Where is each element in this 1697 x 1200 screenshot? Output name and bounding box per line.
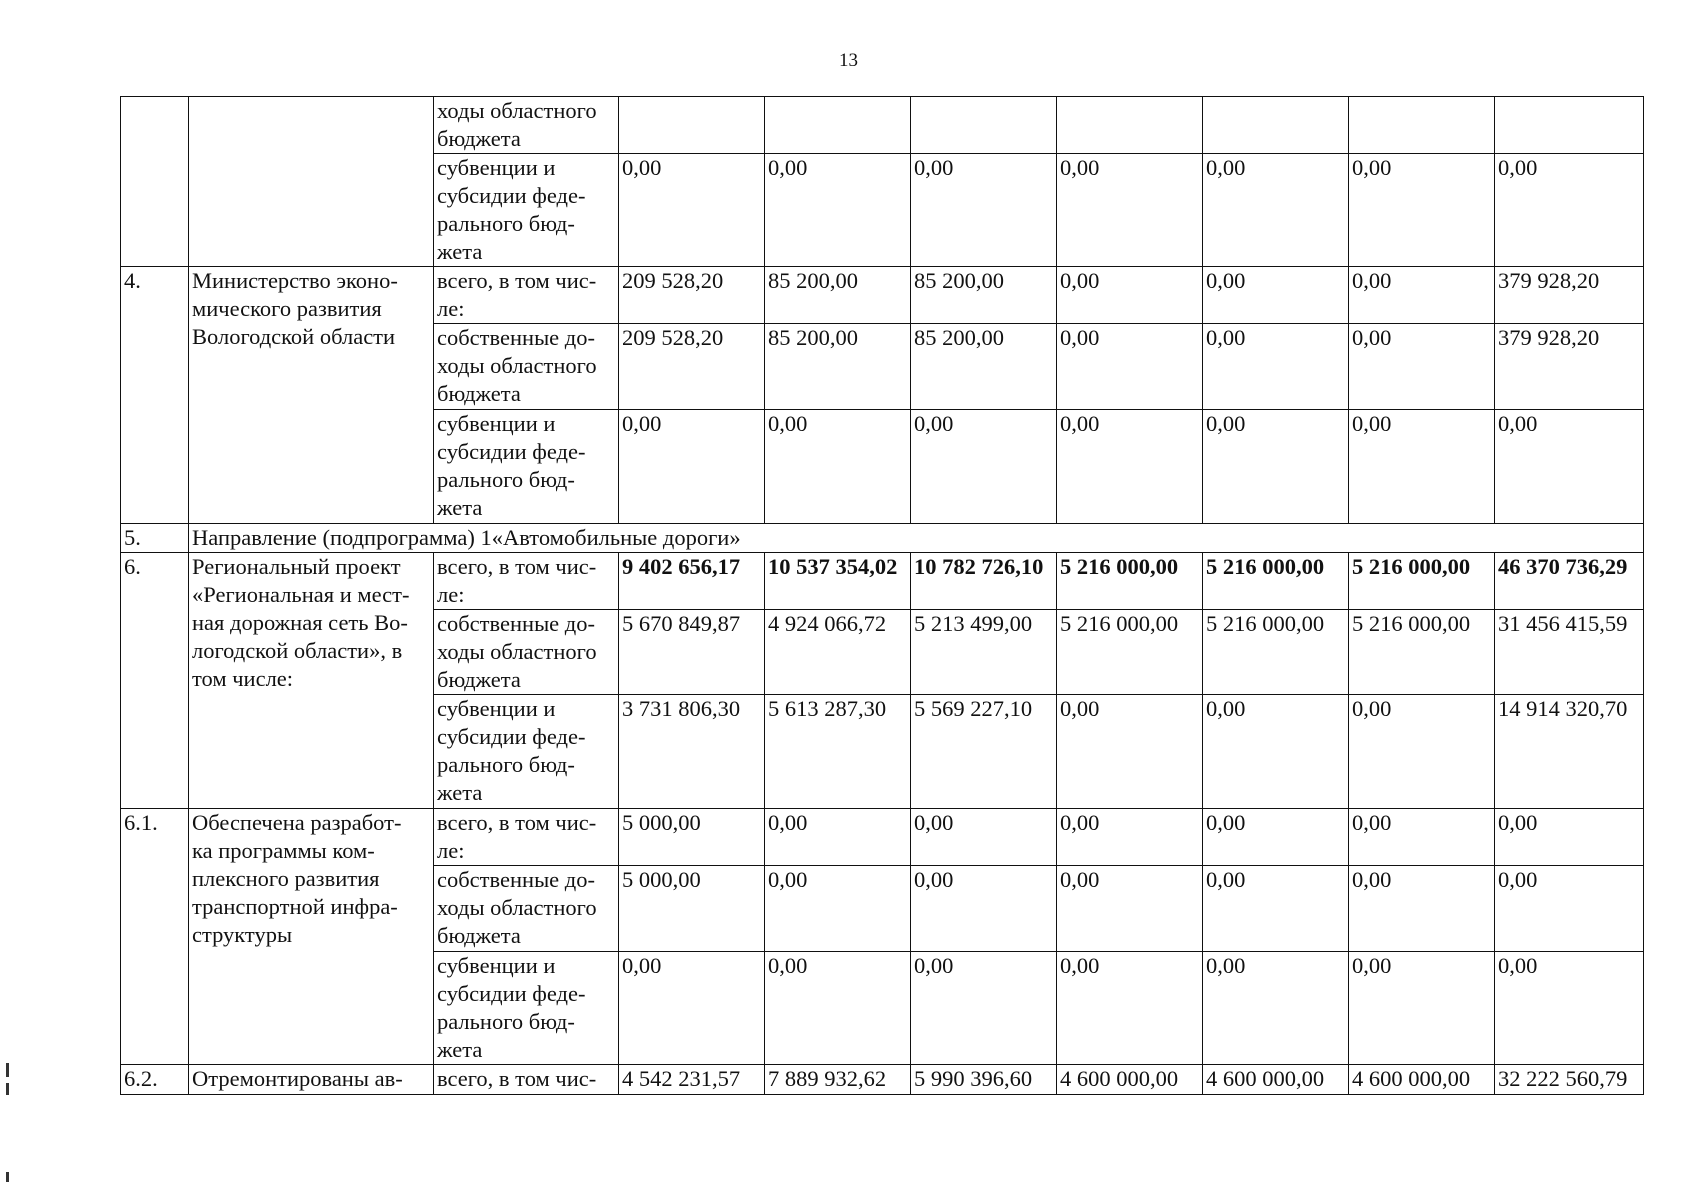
total-cell: 379 928,20 [1495,267,1644,324]
value-cell: 0,00 [619,154,765,267]
scan-edge-mark [6,1083,9,1095]
value-cell: 4 924 066,72 [765,610,911,695]
value-cell [1057,97,1203,154]
row-number-cell: 6.2. [121,1065,189,1095]
value-cell: 0,00 [1057,695,1203,809]
value-cell: 0,00 [1203,695,1349,809]
value-cell: 0,00 [1057,952,1203,1065]
value-cell: 0,00 [1349,410,1495,524]
value-cell: 85 200,00 [911,324,1057,410]
value-cell: 4 600 000,00 [1057,1065,1203,1095]
funding-source-cell: собственные до- ходы областного бюджета [434,866,619,952]
value-cell [911,97,1057,154]
budget-table [120,96,1644,1095]
section-row [121,524,1644,553]
value-cell: 0,00 [1349,154,1495,267]
value-cell: 9 402 656,17 [619,553,765,610]
page-number: 13 [839,50,858,71]
value-cell: 3 731 806,30 [619,695,765,809]
value-cell: 5 216 000,00 [1203,610,1349,695]
table-row [121,1065,1644,1095]
row-number-cell: 6.1. [121,809,189,1065]
row-name-cell: Отремонтированы ав- [189,1065,434,1095]
row-name-cell [189,97,434,267]
value-cell: 5 000,00 [619,866,765,952]
value-cell: 0,00 [1057,866,1203,952]
value-cell: 0,00 [765,154,911,267]
value-cell: 0,00 [1203,866,1349,952]
value-cell: 5 216 000,00 [1349,610,1495,695]
value-cell: 0,00 [911,866,1057,952]
funding-source-cell: всего, в том чис- [434,1065,619,1095]
value-cell: 0,00 [1203,952,1349,1065]
funding-source-cell: субвенции и субсидии феде- рального бюд- жета [434,952,619,1065]
value-cell: 0,00 [765,809,911,866]
value-cell: 5 569 227,10 [911,695,1057,809]
value-cell: 0,00 [765,410,911,524]
value-cell: 5 216 000,00 [1203,553,1349,610]
value-cell: 0,00 [1203,809,1349,866]
total-cell: 32 222 560,79 [1495,1065,1644,1095]
funding-source-cell: всего, в том чис- ле: [434,267,619,324]
value-cell: 5 613 287,30 [765,695,911,809]
value-cell: 5 216 000,00 [1349,553,1495,610]
value-cell: 5 000,00 [619,809,765,866]
value-cell: 0,00 [911,952,1057,1065]
total-cell [1495,97,1644,154]
value-cell: 0,00 [765,866,911,952]
value-cell: 0,00 [1349,952,1495,1065]
funding-source-cell: собственные до- ходы областного бюджета [434,324,619,410]
value-cell: 0,00 [911,154,1057,267]
funding-source-cell: собственные до- ходы областного бюджета [434,610,619,695]
value-cell: 0,00 [1203,324,1349,410]
total-cell: 31 456 415,59 [1495,610,1644,695]
value-cell: 0,00 [1203,267,1349,324]
value-cell: 0,00 [1349,267,1495,324]
value-cell: 209 528,20 [619,324,765,410]
value-cell: 0,00 [1349,695,1495,809]
scan-edge-mark [6,1172,9,1182]
row-name-cell: Обеспечена разработ- ка программы ком- плексного развития транспортной инфра- структуры [189,809,434,1065]
funding-source-cell: всего, в том чис- ле: [434,553,619,610]
value-cell: 4 600 000,00 [1203,1065,1349,1095]
value-cell: 4 600 000,00 [1349,1065,1495,1095]
total-cell: 46 370 736,29 [1495,553,1644,610]
value-cell: 10 782 726,10 [911,553,1057,610]
value-cell: 7 889 932,62 [765,1065,911,1095]
section-heading: Направление (подпрограмма) 1«Автомобильные дороги» [189,524,1644,553]
value-cell [619,97,765,154]
funding-source-cell: ходы областного бюджета [434,97,619,154]
value-cell: 5 216 000,00 [1057,610,1203,695]
total-cell: 0,00 [1495,154,1644,267]
total-cell: 0,00 [1495,952,1644,1065]
row-number-cell: 5. [121,524,189,553]
value-cell: 0,00 [1057,410,1203,524]
total-cell: 379 928,20 [1495,324,1644,410]
funding-source-cell: субвенции и субсидии феде- рального бюд- жета [434,154,619,267]
row-number-cell: 6. [121,553,189,809]
value-cell: 5 670 849,87 [619,610,765,695]
total-cell: 0,00 [1495,809,1644,866]
funding-source-cell: всего, в том чис- ле: [434,809,619,866]
value-cell: 0,00 [1203,410,1349,524]
table-row [121,553,1644,610]
value-cell: 5 990 396,60 [911,1065,1057,1095]
scan-edge-mark [6,1063,9,1077]
value-cell: 0,00 [911,410,1057,524]
value-cell: 0,00 [1349,866,1495,952]
value-cell: 0,00 [619,952,765,1065]
value-cell: 209 528,20 [619,267,765,324]
value-cell: 4 542 231,57 [619,1065,765,1095]
value-cell: 5 213 499,00 [911,610,1057,695]
value-cell: 0,00 [619,410,765,524]
value-cell: 0,00 [1349,809,1495,866]
value-cell: 0,00 [911,809,1057,866]
value-cell: 0,00 [1057,154,1203,267]
row-number-cell: 4. [121,267,189,524]
row-number-cell [121,97,189,267]
row-name-cell: Министерство эконо- мического развития Вологодской области [189,267,434,524]
value-cell: 5 216 000,00 [1057,553,1203,610]
value-cell [1349,97,1495,154]
value-cell: 0,00 [1057,267,1203,324]
table-row [121,267,1644,324]
value-cell: 0,00 [765,952,911,1065]
value-cell: 0,00 [1057,809,1203,866]
value-cell: 85 200,00 [765,267,911,324]
value-cell: 85 200,00 [765,324,911,410]
funding-source-cell: субвенции и субсидии феде- рального бюд- жета [434,410,619,524]
value-cell: 0,00 [1203,154,1349,267]
value-cell: 0,00 [1057,324,1203,410]
value-cell: 85 200,00 [911,267,1057,324]
value-cell [1203,97,1349,154]
value-cell: 10 537 354,02 [765,553,911,610]
table-row [121,97,1644,154]
total-cell: 14 914 320,70 [1495,695,1644,809]
row-name-cell: Региональный проект «Региональная и мест- ная дорожная сеть Во- логодской области», в том числе: [189,553,434,809]
value-cell [765,97,911,154]
total-cell: 0,00 [1495,410,1644,524]
table-row [121,809,1644,866]
funding-source-cell: субвенции и субсидии феде- рального бюд- жета [434,695,619,809]
total-cell: 0,00 [1495,866,1644,952]
value-cell: 0,00 [1349,324,1495,410]
